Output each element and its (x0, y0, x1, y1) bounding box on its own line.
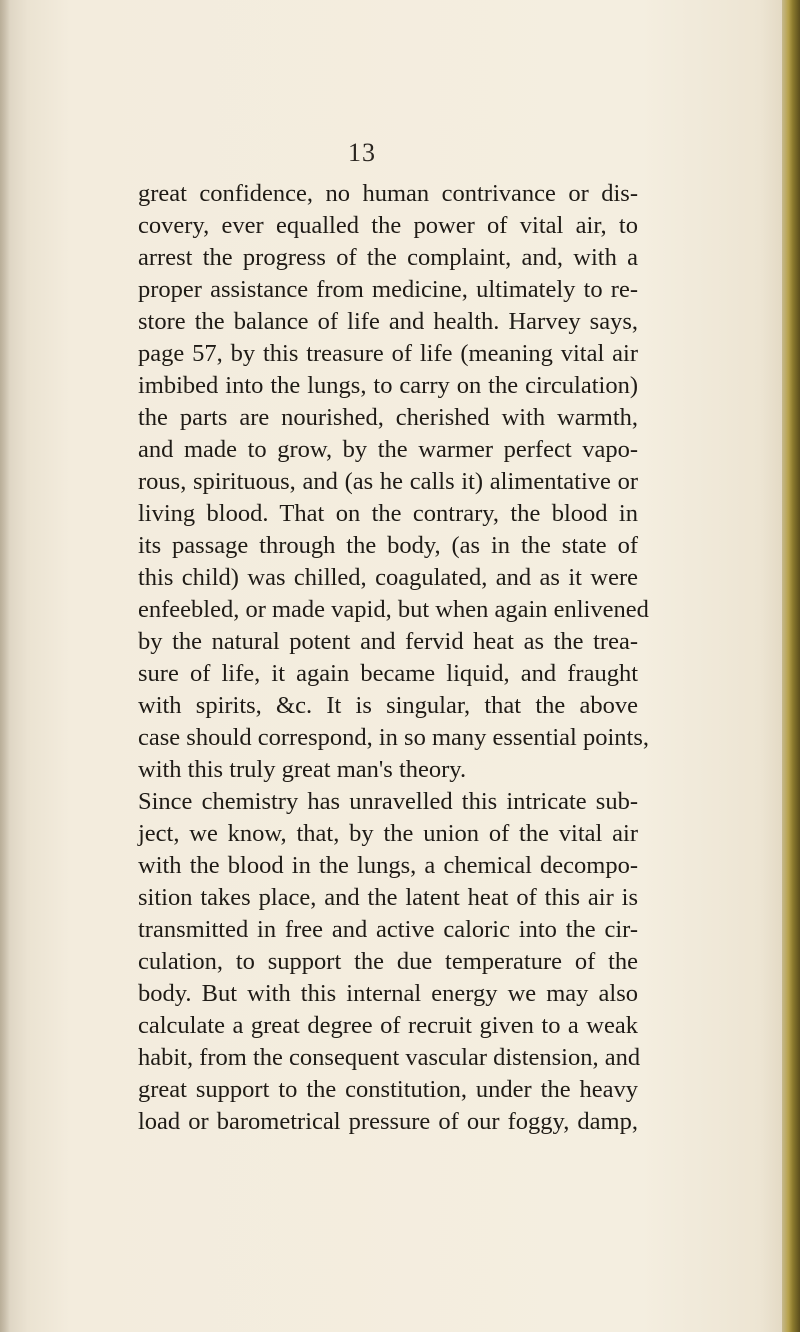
text-line: covery, ever equalled the power of vital air, to (138, 212, 638, 239)
text-line: its passage through the body, (as in the state of (138, 532, 638, 559)
text-line: sure of life, it again became liquid, and fraught (138, 660, 638, 687)
text-line: page 57, by this treasure of life (meaning vital air (138, 340, 638, 367)
text-line: living blood. That on the contrary, the blood in (138, 500, 638, 527)
text-line: the parts are nourished, cherished with warmth, (138, 404, 638, 431)
text-line: store the balance of life and health. Harvey says, (138, 308, 638, 335)
text-line: Since chemistry has unravelled this intricate sub- (138, 788, 638, 815)
text-line: with this truly great man's theory. (138, 756, 467, 783)
gutter-shadow (0, 0, 10, 1332)
text-line: habit, from the consequent vascular distension, and (138, 1044, 641, 1071)
text-line: this child) was chilled, coagulated, and as it were (138, 564, 638, 591)
text-line: by the natural potent and fervid heat as the trea- (138, 628, 638, 655)
text-line: imbibed into the lungs, to carry on the circulation) (138, 372, 638, 399)
text-line: ject, we know, that, by the union of the vital air (138, 820, 638, 847)
text-line: transmitted in free and active caloric into the cir- (138, 916, 638, 943)
text-line: rous, spirituous, and (as he calls it) alimentative or (138, 468, 638, 495)
text-line: proper assistance from medicine, ultimately to re- (138, 276, 638, 303)
page-number: 13 (348, 138, 376, 167)
text-line: calculate a great degree of recruit given to a weak (138, 1012, 638, 1039)
text-line: load or barometrical pressure of our foggy, damp, (138, 1108, 638, 1135)
text-line: with the blood in the lungs, a chemical decompo- (138, 852, 638, 879)
text-line: culation, to support the due temperature of the (138, 948, 638, 975)
text-line: and made to grow, by the warmer perfect vapo- (138, 436, 638, 463)
binding-edge (782, 0, 800, 1332)
text-line: sition takes place, and the latent heat of this air is (138, 884, 638, 911)
text-line: with spirits, &c. It is singular, that the above (138, 692, 638, 719)
text-line: case should correspond, in so many essential points, (138, 724, 650, 751)
body-text (138, 178, 650, 1138)
text-line: arrest the progress of the complaint, and, with a (138, 244, 638, 271)
text-line: great confidence, no human contrivance or dis- (138, 180, 638, 207)
text-line: enfeebled, or made vapid, but when again enlivened (138, 596, 649, 623)
text-line: great support to the constitution, under the heavy (138, 1076, 638, 1103)
text-line: body. But with this internal energy we may also (138, 980, 638, 1007)
